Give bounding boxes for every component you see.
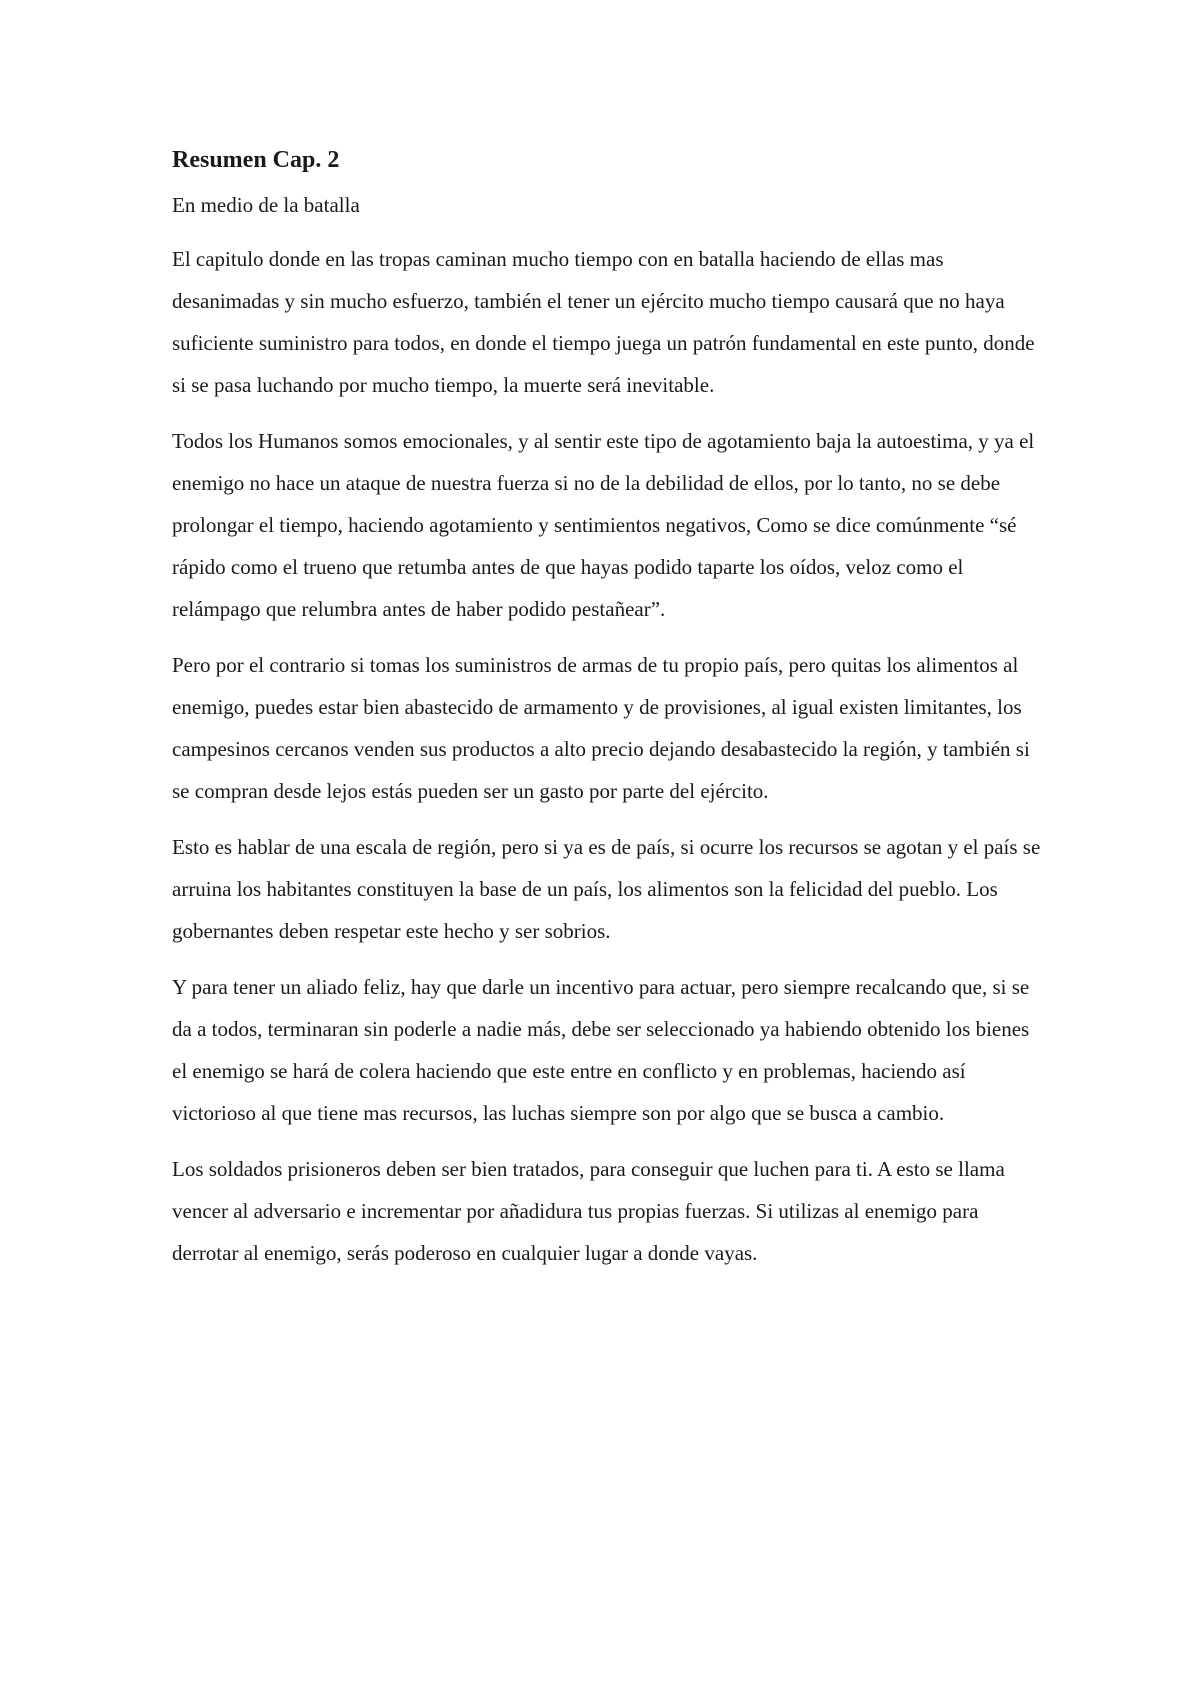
paragraph-3: Pero por el contrario si tomas los suministros de armas de tu propio país, pero quitas los alimentos al enemigo, puedes estar bien abastecido de armamento y de provisiones, al igual existen limitantes, los campesinos cercanos venden sus productos a alto precio dejando desabastecido la región, y también si se compran desde lejos estás pueden ser un gasto por parte del ejército. (172, 653, 1030, 803)
paragraph-1: El capitulo donde en las tropas caminan mucho tiempo con en batalla haciendo de ellas mas desanimadas y sin mucho esfuerzo, también el tener un ejército mucho tiempo causará que no haya suficiente suministro para todos, en donde el tiempo juega un patrón fundamental en este punto, donde si se pasa luchando por mucho tiempo, la muerte será inevitable. (172, 247, 1035, 397)
paragraph-6: Los soldados prisioneros deben ser bien tratados, para conseguir que luchen para ti. A esto se llama vencer al adversario e incrementar por añadidura tus propias fuerzas. Si utilizas al enemigo para derrotar al enemigo, serás poderoso en cualquier lugar a donde vayas. (172, 1157, 1005, 1265)
paragraph-4: Esto es hablar de una escala de región, pero si ya es de país, si ocurre los recursos se agotan y el país se arruina los habitantes constituyen la base de un país, los alimentos son la felicidad del pueblo. Los gobernantes deben respetar este hecho y ser sobrios. (172, 835, 1041, 943)
paragraph-5: Y para tener un aliado feliz, hay que darle un incentivo para actuar, pero siempre recalcando que, si se da a todos, terminaran sin poderle a nadie más, debe ser seleccionado ya habiendo obtenido los bienes el enemigo se hará de colera haciendo que este entre en conflicto y en problemas, haciendo así victorioso al que tiene mas recursos, las luchas siempre son por algo que se busca a cambio. (172, 975, 1030, 1125)
paragraph-2: Todos los Humanos somos emocionales, y al sentir este tipo de agotamiento baja la autoestima, y ya el enemigo no hace un ataque de nuestra fuerza si no de la debilidad de ellos, por lo tanto, no se debe prolongar el tiempo, haciendo agotamiento y sentimientos negativos, Como se dice comúnmente “sé rápido como el trueno que retumba antes de que hayas podido taparte los oídos, veloz como el relámpago que relumbra antes de haber podido pestañear”. (172, 429, 1035, 621)
document-title: Resumen Cap. 2 (172, 147, 340, 173)
document-subtitle: En medio de la batalla (172, 193, 360, 217)
document-page (172, 144, 1044, 1288)
